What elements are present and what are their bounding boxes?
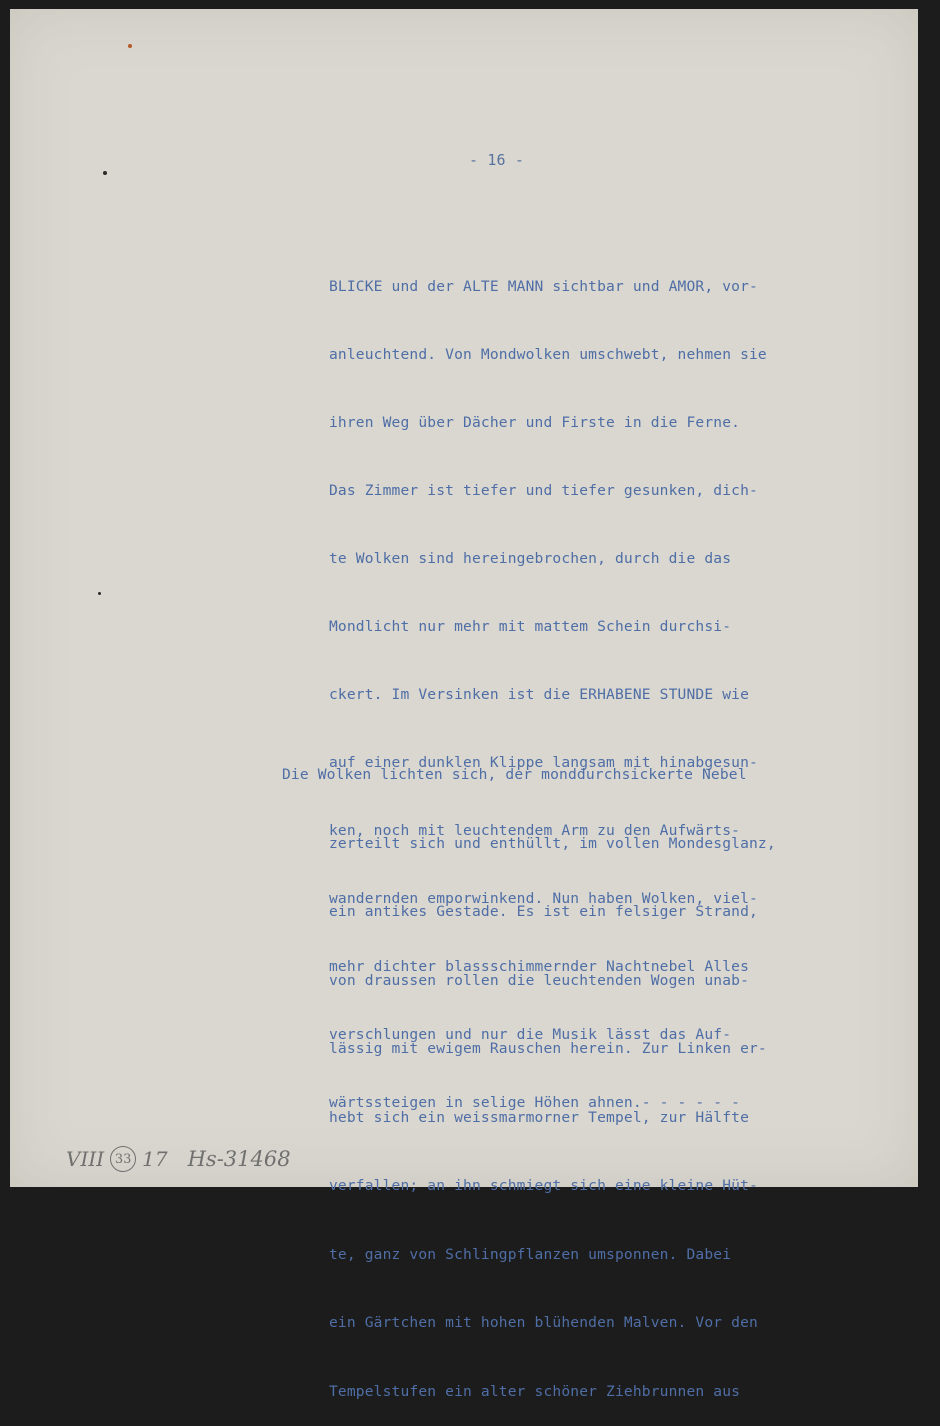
text-line: wärtssteigen in selige Höhen ahnen.- - - - - - <box>329 1094 741 1111</box>
text-line: te Wolken sind hereingebrochen, durch die das <box>329 550 732 567</box>
text-line: Mondlicht nur mehr mit mattem Schein durchsi- <box>329 618 732 635</box>
text-line: Die Wolken lichten sich, der monddurchsickerte Nebel <box>282 766 747 783</box>
text-line: ein antikes Gestade. Es ist ein felsiger Strand, <box>329 903 758 920</box>
text-line: Tempelstufen ein alter schöner Ziehbrunnen aus <box>329 1382 741 1400</box>
text-line: zerteilt sich und enthüllt, im vollen Mondesglanz, <box>329 834 776 852</box>
paper-speck <box>103 171 107 175</box>
paragraph-stage-direction-2 <box>282 724 776 1426</box>
folio-mark: 17 <box>142 1147 168 1171</box>
text-line: ken, noch mit leuchtendem Arm zu den Aufwärts- <box>329 822 741 839</box>
text-line: ckert. Im Versinken ist die ERHABENE STUNDE wie <box>329 686 750 703</box>
text-line: ein Gärtchen mit hohen blühenden Malven. Vor den <box>329 1314 758 1331</box>
text-line: ihren Weg über Dächer und Firste in die Ferne. <box>329 414 741 431</box>
archive-pencil-annotation <box>66 1146 291 1172</box>
text-line: auf einer dunklen Klippe langsam mit hinabgesun- <box>329 754 758 771</box>
paper-speck <box>128 44 132 48</box>
text-line: Das Zimmer ist tiefer und tiefer gesunken, dich- <box>329 482 758 499</box>
text-line: anleuchtend. Von Mondwolken umschwebt, nehmen sie <box>329 346 767 363</box>
text-line: verfallen; an ihn schmiegt sich eine kleine Hüt- <box>329 1177 758 1194</box>
page-number: - 16 - <box>469 151 525 169</box>
volume-mark: VIII <box>66 1147 105 1171</box>
circled-number: 33 <box>110 1146 136 1172</box>
text-line: BLICKE und der ALTE MANN sichtbar und AMOR, vor- <box>329 278 758 295</box>
text-line: hebt sich ein weissmarmorner Tempel, zur Hälfte <box>329 1108 750 1126</box>
text-line: te, ganz von Schlingpflanzen umsponnen. Dabei <box>329 1245 732 1263</box>
shelfmark-reference: Hs-31468 <box>187 1147 291 1171</box>
text-line: von draussen rollen die leuchtenden Wogen unab- <box>329 971 750 989</box>
text-line: wandernden emporwinkend. Nun haben Wolken, viel- <box>329 890 758 907</box>
text-line: mehr dichter blassschimmernder Nachtnebel Alles <box>329 958 750 975</box>
text-line: verschlungen und nur die Musik lässt das Auf- <box>329 1026 732 1043</box>
text-line: lässig mit ewigem Rauschen herein. Zur Linken er- <box>329 1040 767 1057</box>
paper-speck <box>98 592 101 595</box>
